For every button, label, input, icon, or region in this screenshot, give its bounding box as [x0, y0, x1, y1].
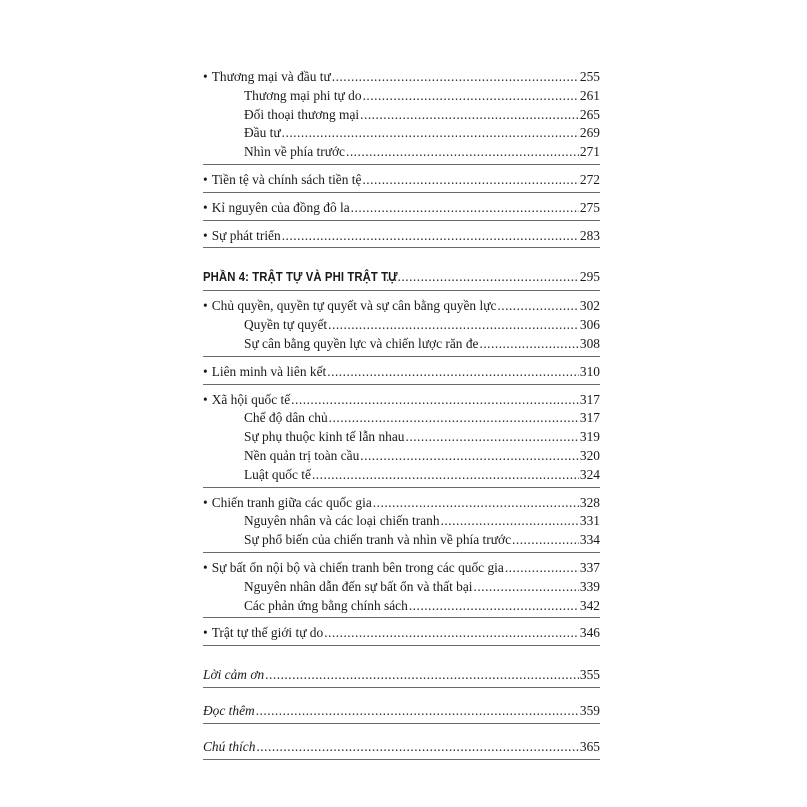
toc-entry-page: 317 — [579, 410, 600, 426]
toc-entry-page: 308 — [579, 335, 600, 351]
toc-entry-page: 306 — [579, 317, 600, 333]
toc-entry-page: 355 — [579, 667, 600, 683]
toc-entry-label: Luật quốc tế — [244, 466, 311, 482]
leader-dots — [346, 143, 579, 162]
divider — [203, 723, 600, 724]
toc-entry-liberal-world-order — [203, 624, 600, 643]
toc-entry-label: Sự phát triển — [211, 227, 281, 243]
bullet: • — [203, 494, 208, 510]
leader-dots — [479, 335, 578, 354]
bullet: • — [203, 363, 208, 379]
toc-entry-alliances — [203, 363, 600, 382]
toc-entry-label: Đối thoại thương mại — [244, 106, 360, 122]
divider — [203, 356, 600, 357]
toc-entry-page: 319 — [579, 429, 600, 445]
bullet: • — [203, 559, 208, 575]
toc-entry-page: 320 — [579, 447, 600, 463]
toc-subentry — [203, 512, 600, 531]
leader-dots — [282, 227, 579, 246]
toc-entry-label: Lời cảm ơn — [203, 667, 265, 683]
toc-entry-label: Sự cân bằng quyền lực và chiến lược răn đe — [244, 335, 479, 351]
toc-entry-page: 346 — [579, 625, 600, 641]
leader-dots — [409, 597, 579, 616]
leader-dots — [351, 199, 579, 218]
divider — [203, 552, 600, 553]
toc-entry-label: Chủ quyền, quyền tự quyết và sự cân bằng quyền lực — [211, 298, 497, 314]
leader-dots — [256, 738, 578, 757]
toc-entry-dollar-era — [203, 199, 600, 218]
toc-subentry — [203, 106, 600, 125]
part-title: PHẦN 4: TRẬT TỰ VÀ PHI TRẬT TỰ — [203, 269, 398, 285]
part-page: 295 — [579, 269, 600, 285]
toc-subentry — [203, 124, 600, 143]
toc-entry-label: Nhìn về phía trước — [244, 144, 345, 160]
toc-entry-label: Thương mại phi tự do — [244, 87, 362, 103]
toc-subentry — [203, 143, 600, 162]
leader-dots — [360, 106, 579, 125]
toc-subentry — [203, 597, 600, 616]
leader-dots — [363, 87, 579, 106]
divider — [203, 220, 600, 221]
toc-entry-page: 271 — [579, 144, 600, 160]
toc-entry-development — [203, 227, 600, 246]
leader-dots — [505, 559, 579, 578]
toc-part-heading — [203, 266, 600, 288]
toc-subentry — [203, 531, 600, 550]
divider — [203, 247, 600, 248]
toc-entry-label: Sự phụ thuộc kinh tế lẫn nhau — [244, 429, 405, 445]
toc-entry-interstate-war — [203, 494, 600, 513]
toc-entry-internal-instability — [203, 559, 600, 578]
leader-dots — [406, 428, 579, 447]
leader-dots — [362, 171, 578, 190]
leader-dots — [328, 316, 579, 335]
leader-dots — [329, 409, 579, 428]
toc-subentry — [203, 447, 600, 466]
toc-entry-label: Thương mại và đầu tư — [211, 69, 331, 84]
bullet: • — [203, 199, 208, 215]
toc-entry-label: Nền quản trị toàn cầu — [244, 447, 360, 463]
toc-entry-page: 269 — [579, 125, 600, 141]
bullet: • — [203, 171, 208, 187]
toc-entry-page: 359 — [579, 702, 600, 718]
divider — [203, 617, 600, 618]
divider — [203, 192, 600, 193]
leader-dots — [441, 512, 579, 531]
toc-entry-page: 365 — [579, 738, 600, 754]
bullet: • — [203, 69, 208, 84]
toc-entry-label: Sự bất ổn nội bộ và chiến tranh bên trong các quốc gia — [211, 559, 504, 575]
toc-entry-label: Chú thích — [203, 738, 256, 754]
toc-entry-label: Chế độ dân chủ — [244, 410, 328, 426]
toc-entry-page: 283 — [579, 227, 600, 243]
toc-entry-monetary — [203, 171, 600, 190]
leader-dots — [327, 363, 579, 382]
leader-dots — [256, 702, 579, 721]
toc-entry-label: Kỉ nguyên của đồng đô la — [211, 199, 350, 215]
toc-subentry — [203, 87, 600, 106]
toc-entry-sovereignty — [203, 297, 600, 316]
toc-entry-label: Sự phổ biến của chiến tranh và nhìn về phía trước — [244, 532, 512, 548]
leader-dots — [360, 447, 579, 466]
leader-dots — [324, 624, 579, 643]
toc-entry-international-society — [203, 391, 600, 410]
toc-subentry — [203, 316, 600, 335]
toc-subentry — [203, 466, 600, 485]
toc-entry-label: Quyền tự quyết — [244, 317, 328, 333]
toc-subentry — [203, 428, 600, 447]
toc-entry-page: 328 — [579, 494, 600, 510]
leader-dots — [282, 124, 579, 143]
toc-entry-page: 331 — [579, 513, 600, 529]
toc-subentry — [203, 578, 600, 597]
toc-entry-label: Các phản ứng bằng chính sách — [244, 597, 408, 613]
toc-entry-label: Liên minh và liên kết — [211, 363, 327, 379]
toc-entry-label: Đọc thêm — [203, 702, 255, 718]
toc-entry-label: Trật tự thế giới tự do — [211, 625, 324, 641]
leader-dots — [332, 68, 579, 87]
toc-entry-label: Tiền tệ và chính sách tiền tệ — [211, 171, 362, 187]
toc-entry-page: 261 — [579, 87, 600, 103]
toc-entry-page: 272 — [579, 171, 600, 187]
bullet: • — [203, 625, 208, 641]
bullet: • — [203, 298, 208, 314]
toc-entry-page: 342 — [579, 597, 600, 613]
toc-entry-notes — [203, 738, 600, 757]
toc-entry-page: 337 — [579, 559, 600, 575]
bullet: • — [203, 391, 208, 407]
toc-entry-trade-investment — [203, 68, 600, 87]
divider — [203, 164, 600, 165]
toc-entry-page: 302 — [579, 298, 600, 314]
divider — [203, 759, 600, 760]
toc-subentry — [203, 335, 600, 354]
toc-entry-page: 275 — [579, 199, 600, 215]
toc-entry-page: 310 — [579, 363, 600, 379]
toc-entry-acknowledgements — [203, 666, 600, 685]
divider — [203, 645, 600, 646]
leader-dots — [265, 666, 579, 685]
toc-entry-page: 265 — [579, 106, 600, 122]
leader-dots — [512, 531, 579, 550]
toc-entry-page: 334 — [579, 532, 600, 548]
leader-dots — [386, 266, 579, 288]
toc-entry-page: 339 — [579, 578, 600, 594]
leader-dots — [474, 578, 579, 597]
leader-dots — [373, 494, 579, 513]
toc-entry-further-reading — [203, 702, 600, 721]
bullet: • — [203, 227, 208, 243]
leader-dots — [497, 297, 579, 316]
toc-entry-label: Đầu tư — [244, 125, 281, 141]
toc-entry-label: Nguyên nhân và các loại chiến tranh — [244, 513, 440, 529]
leader-dots — [291, 391, 579, 410]
toc-entry-page: 324 — [579, 466, 600, 482]
toc-subentry — [203, 409, 600, 428]
divider — [203, 290, 600, 291]
toc-entry-label: Xã hội quốc tế — [211, 391, 291, 407]
toc-entry-page: 317 — [579, 391, 600, 407]
toc-entry-label: Chiến tranh giữa các quốc gia — [211, 494, 372, 510]
divider — [203, 487, 600, 488]
toc-entry-page: 255 — [579, 69, 600, 84]
toc-entry-label: Nguyên nhân dẫn đến sự bất ổn và thất bại — [244, 578, 473, 594]
leader-dots — [312, 466, 579, 485]
divider — [203, 687, 600, 688]
divider — [203, 384, 600, 385]
table-of-contents — [203, 68, 600, 766]
